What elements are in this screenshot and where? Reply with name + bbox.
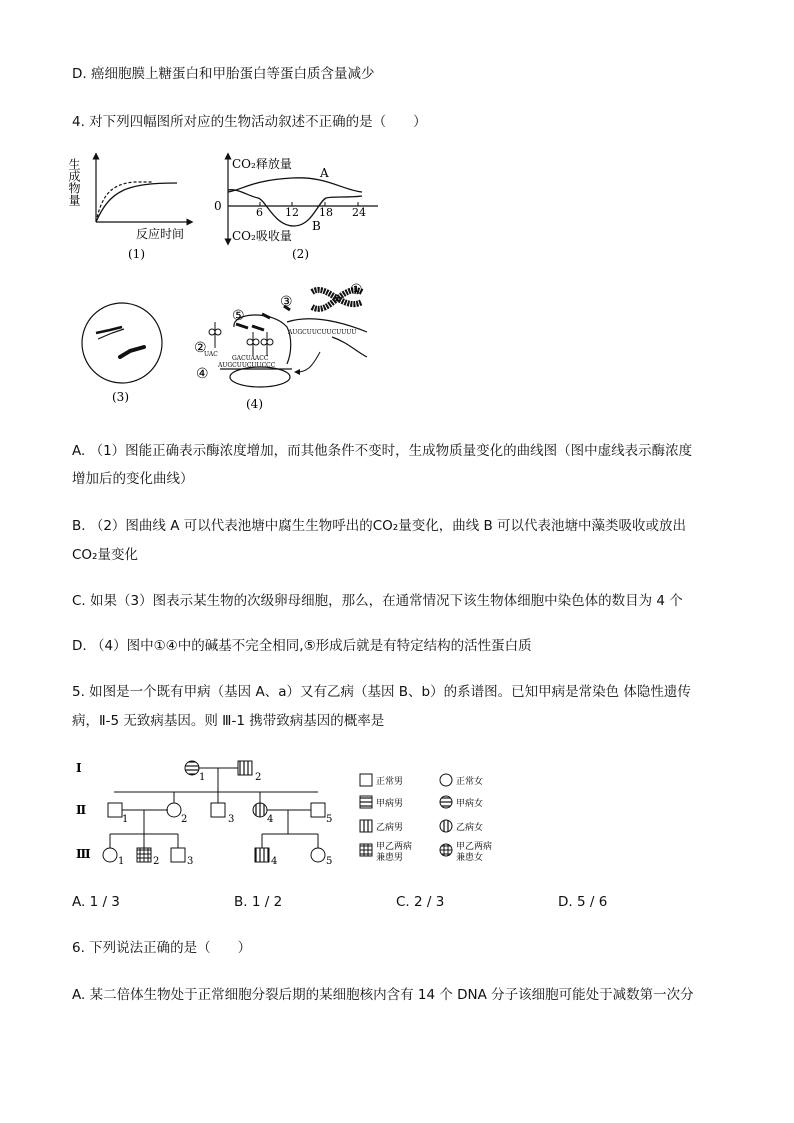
fig2-tick-6: 6 [256,206,263,219]
I-2-male-b [238,761,252,775]
II-1-male [108,803,122,817]
fig2-caption: (2) [292,247,309,261]
II-2-number: 2 [181,814,188,825]
fig2-curve-a: A [320,166,329,180]
I-1-female-a [185,761,199,775]
I-2-number: 2 [255,772,262,783]
fig2-curve-b: B [312,219,321,233]
fig2-tick-18: 18 [319,206,333,219]
II-2-female [167,803,181,817]
III-3-male [171,848,185,862]
fig4-seq-mid: GACUAACC [232,355,269,362]
fig2-bottom-label: CO₂吸收量 [232,229,292,243]
q5-stem-line2: 病，Ⅱ-5 无致病基因。则 Ⅲ-1 携带致病基因的概率是 [72,713,385,729]
fig2-top-label: CO₂释放量 [232,157,292,171]
II-1-number: 1 [122,814,129,825]
legend-a-male: 甲病男 [376,799,404,809]
III-4-number: 4 [271,856,278,867]
II-3-number: 3 [228,814,235,825]
q6-option-a: A. 某二倍体生物处于正常细胞分裂后期的某细胞核内含有 14 个 DNA 分子该细胞可能处于减数第一次分 [72,987,694,1003]
q5-option-a: A. 1 / 3 [72,894,120,910]
fig4-mark-1: ① [350,282,363,298]
fig1-caption: (1) [128,247,145,261]
legend-ab-female-line1: 甲乙两病 [456,842,493,852]
figure-1-enzyme-curve [67,150,202,265]
figure-4-translation [192,272,392,417]
fig4-anticodon: UAC [204,351,218,358]
I-1-number: 1 [199,772,206,783]
figure-3-cell [74,295,174,410]
legend-ab-female-line2: 兼患女 [456,853,484,863]
trna-pair [247,332,273,356]
q4-option-d: D. （4）图中①④中的碱基不完全相同,⑤形成后就是有特定结构的活性蛋白质 [72,638,532,654]
III-3-number: 3 [187,856,194,867]
legend-b-male: 乙病男 [376,823,404,833]
figure-2-co2-curve [212,150,382,265]
fig4-mark-3: ③ [280,294,293,310]
pedigree-chart [70,752,510,877]
q5-option-b: B. 1 / 2 [234,894,283,910]
fig4-mark-2: ② [194,340,207,356]
III-5-number: 5 [326,856,333,867]
III-1-female [103,848,117,862]
II-5-number: 5 [326,814,333,825]
fig2-tick-12: 12 [285,206,299,219]
III-1-number: 1 [118,856,125,867]
legend-a-female: 甲病女 [456,799,484,809]
III-4-male-b [255,848,269,862]
fig4-mark-4: ④ [196,366,209,382]
III-2-number: 2 [153,856,160,867]
III-5-female [311,848,325,862]
II-5-male [311,803,325,817]
legend-ab-male-line1: 甲乙两病 [376,842,413,852]
legend-normal-female: 正常女 [456,777,484,787]
fig4-seq-top: AUGCUUCUUCUUUU [288,329,357,336]
legend-normal-male: 正常男 [376,777,404,787]
q4-option-b-line1: B. （2）图曲线 A 可以代表池塘中腐生生物呼出的CO₂量变化，曲线 B 可以代表池塘中藻类吸收或放出 [72,518,687,534]
II-4-number: 4 [267,814,274,825]
fig1-ylabel: 生成物量 [67,158,81,206]
II-4-female-b [253,803,267,817]
legend-ab-male-line2: 兼患男 [376,853,404,863]
gen-3-label: Ⅲ [76,847,91,861]
q4-option-a-line2: 增加后的变化曲线） [72,471,194,487]
q4-option-c: C. 如果（3）图表示某生物的次级卵母细胞，那么，在通常情况下该生物体细胞中染色体的数目为 4 个 [72,593,683,609]
fig2-tick-24: 24 [352,206,366,219]
fig1-xlabel: 反应时间 [136,227,185,241]
q6-stem: 6. 下列说法正确的是（ ） [72,940,252,956]
legend-b-female: 乙病女 [456,823,484,833]
q5-option-d: D. 5 / 6 [558,894,608,910]
fig2-origin: 0 [214,199,222,213]
fig4-seq-bottom: AUGCUUCUUCCC [218,362,276,369]
q3-option-d: D. 癌细胞膜上糖蛋白和甲胎蛋白等蛋白质含量减少 [72,66,375,82]
fig4-mark-5: ⑤ [232,308,245,324]
pedigree-legend [360,774,492,863]
gen-1-label: Ⅰ [76,761,82,775]
q4-stem: 4. 对下列四幅图所对应的生物活动叙述不正确的是（ ） [72,114,427,130]
q5-stem-line1: 5. 如图是一个既有甲病（基因 A、a）又有乙病（基因 B、b）的系谱图。已知甲病是常染色 体隐性遗传 [72,684,691,700]
II-3-male [211,803,225,817]
fig3-caption: (3) [112,390,129,404]
q4-option-b-line2: CO₂量变化 [72,547,138,563]
fig4-caption: (4) [246,397,263,411]
gen-2-label: Ⅱ [76,803,87,817]
trna-left [209,322,221,348]
III-2-male-ab [137,848,151,862]
q4-option-a-line1: A. （1）图能正确表示酶浓度增加，而其他条件不变时，生成物质量变化的曲线图（图中虚线表示酶浓度 [72,443,693,459]
q5-option-c: C. 2 / 3 [396,894,445,910]
